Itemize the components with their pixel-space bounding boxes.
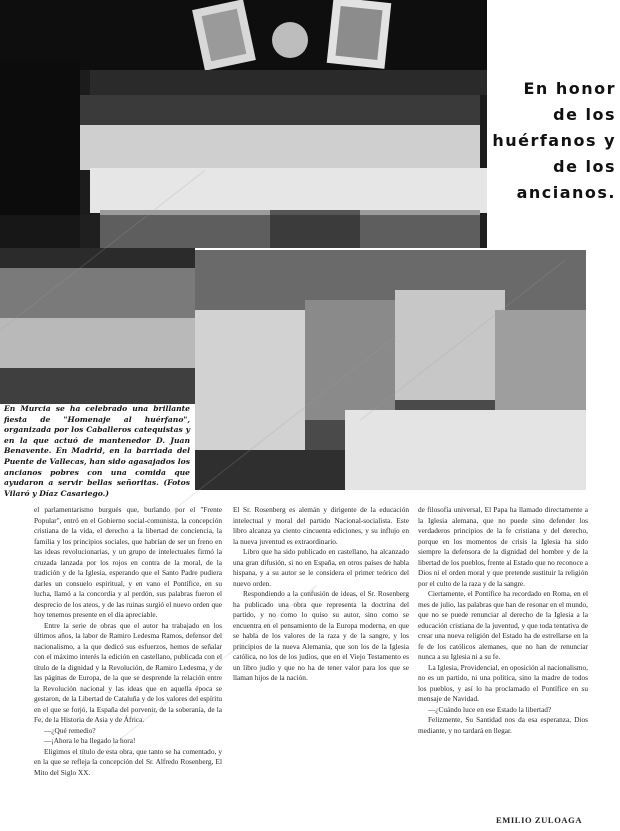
- paragraph: El Sr. Rosenberg es alemán y dirigente de la educación intelectual y moral del partido Nacional-socialista. Este libro alcanza ya ciento cincuenta ediciones, y su influjo en la nueva juventud es extraordinario.: [233, 505, 409, 546]
- paragraph: La Iglesia, Providencial, en oposición al nacionalismo, no es un partido, ni una política, sino la madre de todos los pueblos, y así lo ha proclamado el Pontífice en su mensaje de Navidad.: [418, 662, 588, 703]
- paragraph: de filosofía universal, El Papa ha llamado directamente a la Iglesia alemana, que no puede sino defender los verdaderos principios de la fe cristiana y del derecho, porque en los momentos de crisis la Iglesia ha sido siempre la defensora de la dignidad del hombre y de la libertad de los pueblos, frente al Estado que no reconoce a Dios ni el orden moral y que pretende sustituir la religión por el culto de la raza y de la sangre.: [418, 505, 588, 588]
- headline: [472, 76, 616, 206]
- paragraph: Ciertamente, el Pontífice ha recordado en Roma, en el mes de julio, las palabras que han de resonar en el mundo, que no se puede renunciar al derecho de la Iglesia a la educación cristiana de la juventud, y que toda tentativa de crear una nueva religión del Estado ha de estrellarse en la fe de los católicos alemanes, que no han de renunciar nunca a su Iglesia ni a su fe.: [418, 589, 588, 661]
- photo-ancianos-comida: [195, 250, 586, 490]
- photo-homenaje-huerfano: [0, 0, 487, 248]
- article-column-3: [418, 505, 588, 736]
- headline-line-5: ancianos.: [516, 183, 616, 202]
- headline-line-3: huérfanos y: [492, 131, 616, 150]
- paragraph: —¡Ahora le ha llegado la hora!: [44, 736, 136, 745]
- paragraph: Entre la serie de obras que el autor ha trabajado en los últimos años, la labor de Ramiro Ledesma Ramos, defensor del nacionalismo, a la que dedicó sus esfuerzos, hemos de señalar con el máximo interés la edición en castellano, publicada con el título de la dignidad y la Revolución, de Ramiro Ledesma, y de las páginas de Europa, de la que se desprende la relación entre la Revolución nacional y las ideas que en aquella época se gestaron, de la Libertad de Cataluña y de los valores del espíritu en el que se forjó, la España del porvenir, de la soberanía, de la Fe, de la Historia de Asia y de África.: [34, 620, 222, 724]
- article-column-1: [34, 505, 222, 778]
- photo-children: [0, 248, 195, 404]
- article-column-2: [233, 505, 409, 684]
- headline-line-1: En honor: [523, 79, 616, 98]
- paragraph: Respondiendo a la confusión de ideas, el Sr. Rosenberg ha publicado una obra que representa la doctrina del partido, y no como lo quiso su autor, sino como se encuentra en el pensamiento de la Europa moderna, en que se habla de los valores de la raza y de la sangre, y los principios de la nueva Alemania, que son los de la Iglesia católica, no los de los judíos, que en el Viejo Testamento es un libro judío y que no ha de tener valor para los que se llaman hijos de la nación.: [233, 589, 409, 682]
- paragraph: Eligimos el título de esta obra, que tanto se ha comentado, y en la que se refleja la concepción del Sr. Alfredo Rosenberg, El Mito del Siglo XX.: [34, 746, 222, 777]
- photo-caption: En Murcia se ha celebrado una brillante fiesta de "Homenaje al huérfano", organizada por los Caballeros catequistas y en la que actuó de mantenedor D. Juan Benavente. En Madrid, en la barriada del Puente de Vallecas, han sido agasajados los ancianos pobres con una comida que ayudaron a servir bellas señoritas. (Fotos Vilaró y Díaz Casariego.): [4, 404, 190, 498]
- headline-line-4: de los: [553, 157, 616, 176]
- headline-line-2: de los: [553, 105, 616, 124]
- paragraph: —¿Qué remedio?: [44, 725, 96, 735]
- paragraph: —¿Cuándo luce en ese Estado la libertad?: [428, 704, 552, 714]
- paragraph: Felizmente, Su Santidad nos da esa esperanza, Dios mediante, y no tardará en llegar.: [418, 715, 588, 735]
- author-signature: EMILIO ZULOAGA: [496, 815, 583, 825]
- paragraph: Libro que ha sido publicado en castellano, ha alcanzado una gran difusión, si no en España, en otros países de habla hispana, y a su autor se le considera el primer teórico del nuevo orden.: [233, 547, 409, 588]
- paragraph: el parlamentarismo burgués que, burlando por el "Frente Popular", entró en el Gobierno social-comunista, la concepción cristiana de la vida, el derecho a la libertad de conciencia, la familia y los principios sociales, que habrían de ser un freno en las ideas revolucionarias, y un grupo de intelectuales firmó la cruzada lanzada por los rojos en contra de la moral, de la tradición y de la Iglesia, esperando que el Santo Padre pudiera darles un consuelo espiritual, y en vano el Pontífice, en su lucha, llamó a la concordia y al perdón, sus palabras fueron el desprecio de los ateos, y de las ruinas surgió el nuevo orden que hoy tenemos presente en el día apreciable.: [34, 505, 222, 619]
